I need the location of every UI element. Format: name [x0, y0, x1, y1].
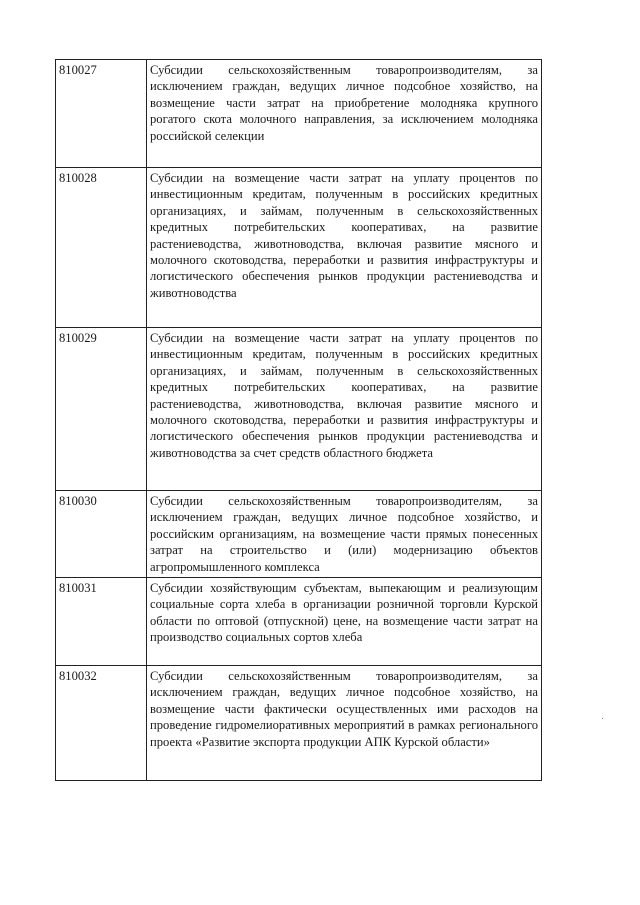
code-cell: 810027: [56, 60, 147, 168]
code-cell: 810031: [56, 578, 147, 666]
description-cell: Субсидии на возмещение части затрат на уплату процентов по инвестиционным кредитам, полученным в российских кредитных организациях, и займам, полученным в сельскохозяйственных кредитных потребительских кооперативах, на развитие растениеводства, животноводства, включая развитие мясного и молочного скотоводства, переработки и развития инфраструктуры и логистического обеспечения рынков продукции растениеводства и животноводства: [147, 168, 542, 328]
code-cell: 810032: [56, 666, 147, 781]
table-row: [56, 578, 542, 666]
code-cell: 810030: [56, 491, 147, 578]
code-cell: 810029: [56, 328, 147, 491]
description-cell: Субсидии на возмещение части затрат на уплату процентов по инвестиционным кредитам, полученным в российских кредитных организациях, и займам, полученным в сельскохозяйственных кредитных потребительских кооперативах, на развитие растениеводства, животноводства, включая развитие мясного и молочного скотоводства, переработки и развития инфраструктуры и логистического обеспечения рынков продукции растениеводства и животноводства за счет средств областного бюджета: [147, 328, 542, 491]
description-cell: Субсидии сельскохозяйственным товаропроизводителям, за исключением граждан, ведущих личное подсобное хозяйство, на возмещение части фактически осуществленных ими расходов на проведение гидромелиоративных мероприятий в рамках регионального проекта «Развитие экспорта продукции АПК Курской области»: [147, 666, 542, 781]
table-row: [56, 168, 542, 328]
table-row: [56, 328, 542, 491]
table-row: [56, 60, 542, 168]
description-cell: Субсидии сельскохозяйственным товаропроизводителям, за исключением граждан, ведущих личное подсобное хозяйство, на возмещение части затрат на приобретение молодняка крупного рогатого скота молочного направления, за исключением молодняка российской селекции: [147, 60, 542, 168]
budget-codes-table: [55, 59, 542, 781]
code-cell: 810028: [56, 168, 147, 328]
table-row: [56, 491, 542, 578]
description-cell: Субсидии сельскохозяйственным товаропроизводителям, за исключением граждан, ведущих личное подсобное хозяйство, и российским организациям, на возмещение части прямых понесенных затрат на строительство и (или) модернизацию объектов агропромышленного комплекса: [147, 491, 542, 578]
description-cell: Субсидии хозяйствующим субъектам, выпекающим и реализующим социальные сорта хлеба в организации розничной торговли Курской области по оптовой (отпускной) цене, на возмещение части затрат на производство социальных сортов хлеба: [147, 578, 542, 666]
table-row: [56, 666, 542, 781]
scan-speck: [602, 718, 603, 719]
